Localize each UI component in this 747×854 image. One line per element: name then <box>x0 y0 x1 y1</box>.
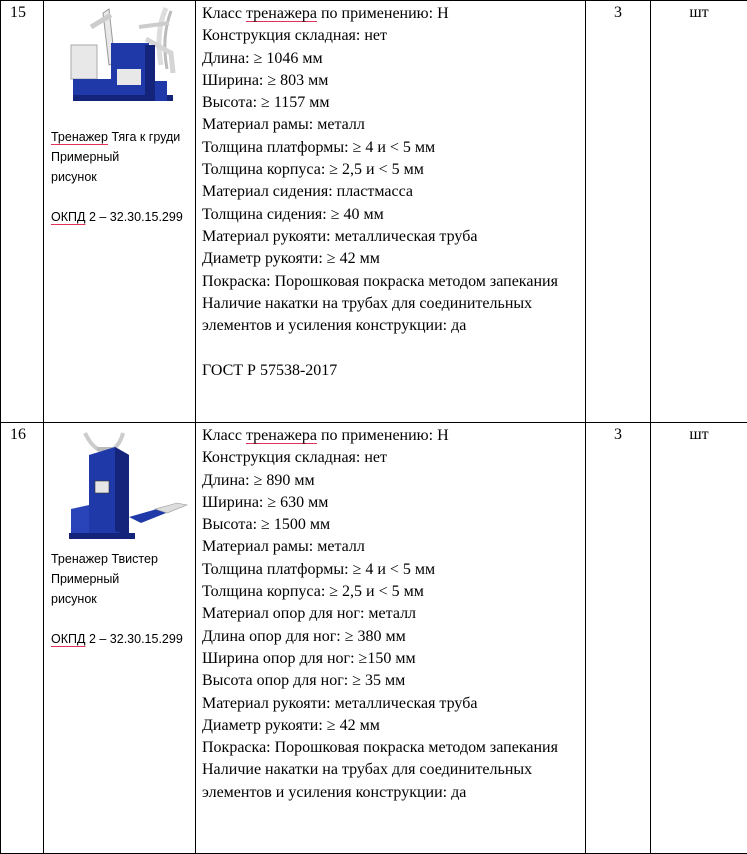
spec-line: Наличие накатки на трубах для соединительных элементов и усиления конструкции: да <box>202 759 542 804</box>
unit-cell: шт <box>651 423 747 854</box>
spec-line: Класс тренажера по применению: Н <box>202 3 585 25</box>
item-description <box>44 1 196 423</box>
spec-line: Материал рамы: металл <box>202 114 585 136</box>
spec-line: Наличие накатки на трубах для соединительных элементов и усиления конструкции: да <box>202 293 542 338</box>
spec-line: Ширина: ≥ 803 мм <box>202 70 585 92</box>
spec-line: Толщина сидения: ≥ 40 мм <box>202 204 585 226</box>
okpd-value: 2 – 32.30.15.299 <box>89 210 183 224</box>
twister-machine-image <box>51 425 191 543</box>
item-name <box>51 127 195 147</box>
spec-line: Толщина корпуса: ≥ 2,5 и < 5 мм <box>202 159 585 181</box>
gost-reference: ГОСТ Р 57538-2017 <box>202 360 585 382</box>
table-row <box>1 423 747 854</box>
item-name-rest: Тяга к груди <box>111 130 180 144</box>
spec-line: Материал рамы: металл <box>202 536 585 558</box>
spec-line: Конструкция складная: нет <box>202 25 585 47</box>
spec-line: Ширина: ≥ 630 мм <box>202 492 585 514</box>
row-number: 15 <box>1 1 44 423</box>
unit-cell: шт <box>651 1 747 423</box>
spec-line: Высота опор для ног: ≥ 35 мм <box>202 670 585 692</box>
table-row <box>1 1 747 423</box>
row-number: 16 <box>1 423 44 854</box>
spec-line: Высота: ≥ 1157 мм <box>202 92 585 114</box>
item-name-prefix: Тренажер <box>51 130 108 144</box>
specification-cell <box>196 423 586 854</box>
spec-line: Длина: ≥ 1046 мм <box>202 48 585 70</box>
spec-line: Диаметр рукояти: ≥ 42 мм <box>202 248 585 270</box>
specification-cell <box>196 1 586 423</box>
pull-machine-image <box>51 3 191 121</box>
okpd-value: 2 – 32.30.15.299 <box>89 632 183 646</box>
spec-line: Конструкция складная: нет <box>202 447 585 469</box>
spec-line: Длина опор для ног: ≥ 380 мм <box>202 626 585 648</box>
spec-line: Покраска: Порошковая покраска методом запекания <box>202 271 562 293</box>
spec-line: Покраска: Порошковая покраска методом запекания <box>202 737 562 759</box>
spec-blank-line <box>202 337 585 359</box>
spec-line: Материал рукояти: металлическая труба <box>202 226 585 248</box>
item-name <box>51 549 195 569</box>
okpd-label: ОКПД <box>51 632 85 646</box>
spec-line: Толщина корпуса: ≥ 2,5 и < 5 мм <box>202 581 585 603</box>
spec-line: Диаметр рукояти: ≥ 42 мм <box>202 715 585 737</box>
item-description <box>44 423 196 854</box>
spec-line: Высота: ≥ 1500 мм <box>202 514 585 536</box>
spec-line: Материал сидения: пластмасса <box>202 181 585 203</box>
item-name-prefix: Тренажер <box>51 552 108 566</box>
item-name-rest: Твистер <box>111 552 157 566</box>
spec-line: Ширина опор для ног: ≥150 мм <box>202 648 585 670</box>
spec-line: Толщина платформы: ≥ 4 и < 5 мм <box>202 559 585 581</box>
quantity-cell: 3 <box>586 1 651 423</box>
image-note: Примерный рисунок <box>51 569 151 609</box>
quantity-cell: 3 <box>586 423 651 854</box>
spec-line: Длина: ≥ 890 мм <box>202 470 585 492</box>
spec-line: Материал опор для ног: металл <box>202 603 585 625</box>
spec-line: Материал рукояти: металлическая труба <box>202 693 585 715</box>
spec-line: Толщина платформы: ≥ 4 и < 5 мм <box>202 137 585 159</box>
okpd-code <box>51 629 195 649</box>
spec-line: Класс тренажера по применению: Н <box>202 425 585 447</box>
image-note: Примерный рисунок <box>51 147 151 187</box>
okpd-label: ОКПД <box>51 210 85 224</box>
okpd-code <box>51 207 195 227</box>
